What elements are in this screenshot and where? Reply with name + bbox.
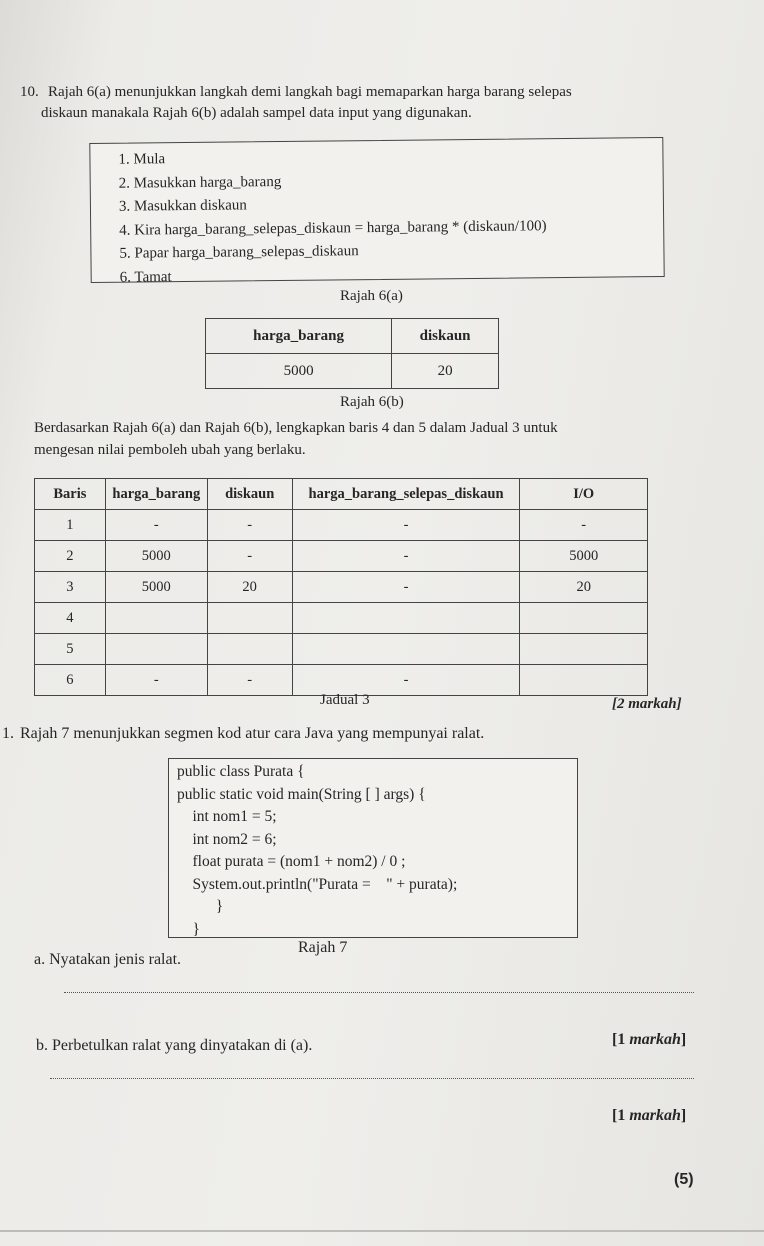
total-marks: (5) <box>674 1171 694 1188</box>
code-line: public class Purata { <box>177 763 305 780</box>
sample-header: diskaun <box>392 319 499 354</box>
question-11-intro: Rajah 7 menunjukkan segmen kod atur cara Java yang mempunyai ralat. <box>20 725 485 742</box>
question-11-number: 1. <box>2 725 14 742</box>
trace-cell: 5000 <box>105 572 207 603</box>
table-row <box>35 541 648 572</box>
trace-table <box>34 478 648 696</box>
trace-cell: - <box>292 572 520 603</box>
trace-header: I/O <box>520 479 648 510</box>
answer-cell[interactable] <box>520 603 648 634</box>
trace-header: harga_barang <box>105 479 207 510</box>
answer-cell[interactable] <box>105 634 207 665</box>
trace-cell: 2 <box>35 541 106 572</box>
table-row <box>35 572 648 603</box>
trace-cell: 5000 <box>105 541 207 572</box>
answer-cell[interactable] <box>292 634 520 665</box>
trace-cell: 5 <box>35 634 106 665</box>
sample-value: 20 <box>392 354 499 389</box>
trace-cell: 1 <box>35 510 106 541</box>
question-10-number: 10. <box>20 84 39 100</box>
trace-cell: 6 <box>35 665 106 696</box>
table-row <box>35 510 648 541</box>
instruction-line2: mengesan nilai pemboleh ubah yang berlaku. <box>34 442 306 458</box>
trace-cell <box>520 665 648 696</box>
step-1: 1. Mula <box>118 151 166 168</box>
step-3: 3. Masukkan diskaun <box>118 197 247 215</box>
answer-cell[interactable] <box>207 634 292 665</box>
code-line: } <box>177 920 200 938</box>
trace-header: diskaun <box>207 479 292 510</box>
sample-data-table <box>205 318 499 389</box>
trace-cell: - <box>105 510 207 541</box>
trace-cell: 3 <box>35 572 106 603</box>
trace-header: Baris <box>35 479 106 510</box>
part-a-question: a. Nyatakan jenis ralat. <box>34 951 182 968</box>
sample-value: 5000 <box>206 354 392 389</box>
code-line: System.out.println("Purata = " + purata); <box>177 875 458 893</box>
marks-q10: [2 markah] <box>612 696 682 712</box>
step-6: 6. Tamat <box>119 268 172 286</box>
step-4: 4. Kira harga_barang_selepas_diskaun = harga_barang * (diskaun/100) <box>119 217 547 239</box>
code-line: float purata = (nom1 + nom2) / 0 ; <box>177 853 406 870</box>
answer-cell[interactable] <box>207 603 292 634</box>
step-5: 5. Papar harga_barang_selepas_diskaun <box>119 243 359 262</box>
part-b-question: b. Perbetulkan ralat yang dinyatakan di (a). <box>36 1037 313 1054</box>
table-row <box>35 634 648 665</box>
trace-cell: - <box>207 541 292 572</box>
step-2: 2. Masukkan harga_barang <box>118 173 282 192</box>
trace-cell: 20 <box>207 572 292 603</box>
trace-cell: - <box>292 665 520 696</box>
code-line: int nom2 = 6; <box>177 830 277 848</box>
trace-cell: 4 <box>35 603 106 634</box>
java-code-box <box>168 758 578 938</box>
trace-table-header-row <box>35 479 648 510</box>
trace-cell: - <box>292 510 520 541</box>
caption-rajah-7: Rajah 7 <box>298 939 348 956</box>
code-line: int nom1 = 5; <box>177 808 277 825</box>
code-line: public static void main(String [ ] args) { <box>177 785 426 803</box>
trace-cell: 20 <box>520 572 648 603</box>
question-10-line1: Rajah 6(a) menunjukkan langkah demi langkah bagi memaparkan harga barang selepas <box>48 84 572 100</box>
answer-line-a[interactable] <box>64 992 694 993</box>
answer-line-b[interactable] <box>50 1078 694 1079</box>
trace-cell: - <box>292 541 520 572</box>
sample-header: harga_barang <box>206 319 392 354</box>
answer-cell[interactable] <box>292 603 520 634</box>
marks-part-b: [1 markah] <box>612 1107 687 1124</box>
trace-cell: - <box>520 510 648 541</box>
answer-cell[interactable] <box>105 603 207 634</box>
trace-cell: - <box>207 510 292 541</box>
trace-cell: 5000 <box>520 541 648 572</box>
instruction-line1: Berdasarkan Rajah 6(a) dan Rajah 6(b), lengkapkan baris 4 dan 5 dalam Jadual 3 untuk <box>34 420 558 436</box>
code-line: } <box>177 898 224 915</box>
algorithm-steps-box <box>89 137 664 286</box>
question-10-line2: diskaun manakala Rajah 6(b) adalah sampel data input yang digunakan. <box>41 105 472 121</box>
caption-jadual-3: Jadual 3 <box>320 692 370 708</box>
page-bottom-edge <box>0 1230 764 1232</box>
answer-cell[interactable] <box>520 634 648 665</box>
trace-header: harga_barang_selepas_diskaun <box>292 479 520 510</box>
trace-cell: - <box>105 665 207 696</box>
caption-rajah-6a: Rajah 6(a) <box>340 288 403 304</box>
caption-rajah-6b: Rajah 6(b) <box>340 394 404 410</box>
marks-part-a-text: [1 markah] <box>612 1031 687 1048</box>
marks-part-a <box>612 1030 686 1050</box>
trace-cell: - <box>207 665 292 696</box>
table-row <box>35 603 648 634</box>
